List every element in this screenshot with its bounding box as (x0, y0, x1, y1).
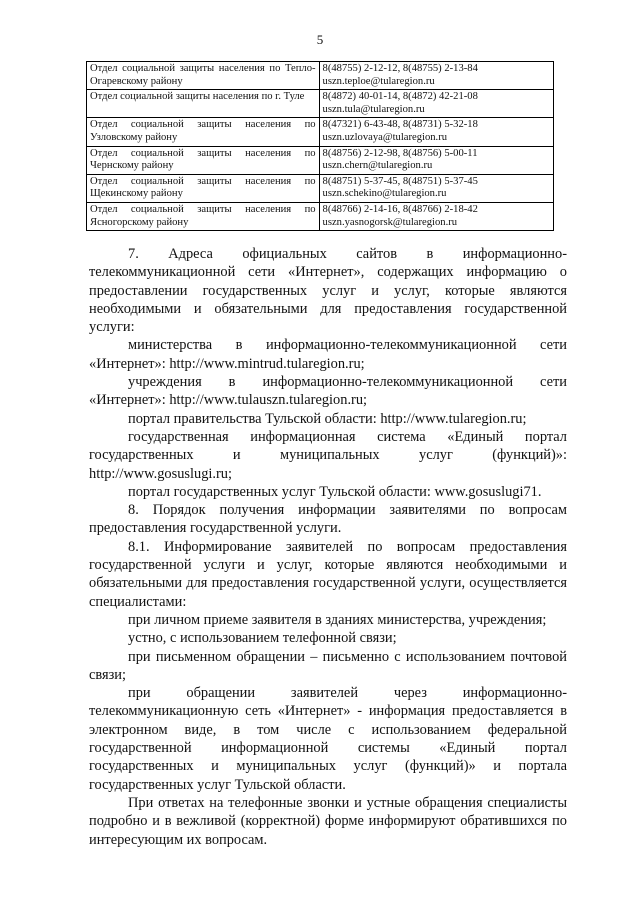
department-cell: Отдел социальной защиты населения по Ясногорскому району (87, 202, 320, 230)
email-address: uszn.teploe@tularegion.ru (322, 75, 435, 87)
phone-numbers: 8(48751) 5-37-45, 8(48751) 5-37-45 (322, 175, 478, 187)
paragraph-internet-request: при обращении заявителей через информационно-телекоммуникационную сеть «Интернет» - информация предоставляется в электронном виде, в том числе с использованием федеральной государственной информационной системы «Единый портал государственных и муниципальных услуг (функций)» и портала государственных услуг Тульской области. (89, 685, 567, 793)
phone-numbers: 8(48756) 2-12-98, 8(48756) 5-00-11 (322, 147, 478, 159)
contact-cell (319, 174, 553, 202)
phone-numbers: 8(48755) 2-12-12, 8(48755) 2-13-84 (322, 63, 478, 74)
contact-cell (319, 202, 553, 230)
email-address: uszn.schekino@tularegion.ru (322, 188, 447, 200)
paragraph-government-portal: портал правительства Тульской области: http://www.tularegion.ru; (128, 410, 527, 427)
contact-cell (319, 146, 553, 174)
table-row (87, 174, 554, 202)
contact-cell (319, 62, 553, 90)
paragraph-institution-site: учреждения в информационно-телекоммуникационной сети «Интернет»: http://www.tulauszn.tularegion.ru; (89, 374, 567, 409)
contact-cell (319, 118, 553, 146)
paragraph-ministry-site: министерства в информационно-телекоммуникационной сети «Интернет»: http://www.mintrud.tularegion.ru; (89, 337, 567, 372)
paragraph-7-websites: 7. Адреса официальных сайтов в информационно-телекоммуникационной сети «Интернет», содержащих информацию о предоставлении государственных услуг и услуг, которые являются необходимыми и обязательными для предоставления государственной услуги: (89, 246, 567, 336)
department-cell: Отдел социальной защиты населения по Щекинскому району (87, 174, 320, 202)
paragraph-personal-reception: при личном приеме заявителя в зданиях министерства, учреждения; (128, 611, 547, 628)
paragraph-answers: При ответах на телефонные звонки и устные обращения специалисты подробно и в вежливой (корректной) форме информируют обратившихся по интересующим их вопросам. (89, 794, 567, 848)
contacts-table (86, 61, 554, 231)
department-cell: Отдел социальной защиты населения по Тепло-Огаревскому району (87, 62, 320, 90)
table-row (87, 146, 554, 174)
document-body (89, 245, 567, 849)
table-row (87, 202, 554, 230)
paragraph-written-request: при письменном обращении – письменно с использованием почтовой связи; (89, 648, 567, 683)
email-address: uszn.chern@tularegion.ru (322, 160, 433, 172)
phone-numbers: 8(48766) 2-14-16, 8(48766) 2-18-42 (322, 203, 478, 215)
phone-numbers: 8(47321) 6-43-48, 8(48731) 5-32-18 (322, 119, 478, 131)
paragraph-regional-portal: портал государственных услуг Тульской области: www.gosuslugi71. (128, 483, 542, 500)
email-address: uszn.uzlovaya@tularegion.ru (322, 131, 448, 143)
department-cell: Отдел социальной защиты населения по Узловскому району (87, 118, 320, 146)
table-row (87, 62, 554, 90)
paragraph-8-procedure: 8. Порядок получения информации заявителями по вопросам предоставления государственной услуги. (89, 502, 567, 537)
department-cell: Отдел социальной защиты населения по г. Туле (87, 90, 320, 118)
table-row (87, 90, 554, 118)
table-row (87, 118, 554, 146)
email-address: uszn.yasnogorsk@tularegion.ru (322, 216, 458, 228)
contact-cell (319, 90, 553, 118)
paragraph-phone: устно, с использованием телефонной связи; (128, 630, 397, 647)
paragraph-unified-portal: государственная информационная система «Единый портал государственных и муниципальных услуг (функций)»: http://www.gosuslugi.ru; (89, 428, 567, 482)
department-cell: Отдел социальной защиты населения по Чернскому району (87, 146, 320, 174)
page-number: 5 (316, 32, 324, 47)
paragraph-8-1-informing: 8.1. Информирование заявителей по вопросам предоставления государственной услуги и услуг, которые являются необходимыми и обязательными для предоставления государственной услуги, осуществляется специалистами: (89, 538, 567, 610)
email-address: uszn.tula@tularegion.ru (322, 103, 425, 115)
phone-numbers: 8(4872) 40-01-14, 8(4872) 42-21-08 (322, 91, 478, 103)
